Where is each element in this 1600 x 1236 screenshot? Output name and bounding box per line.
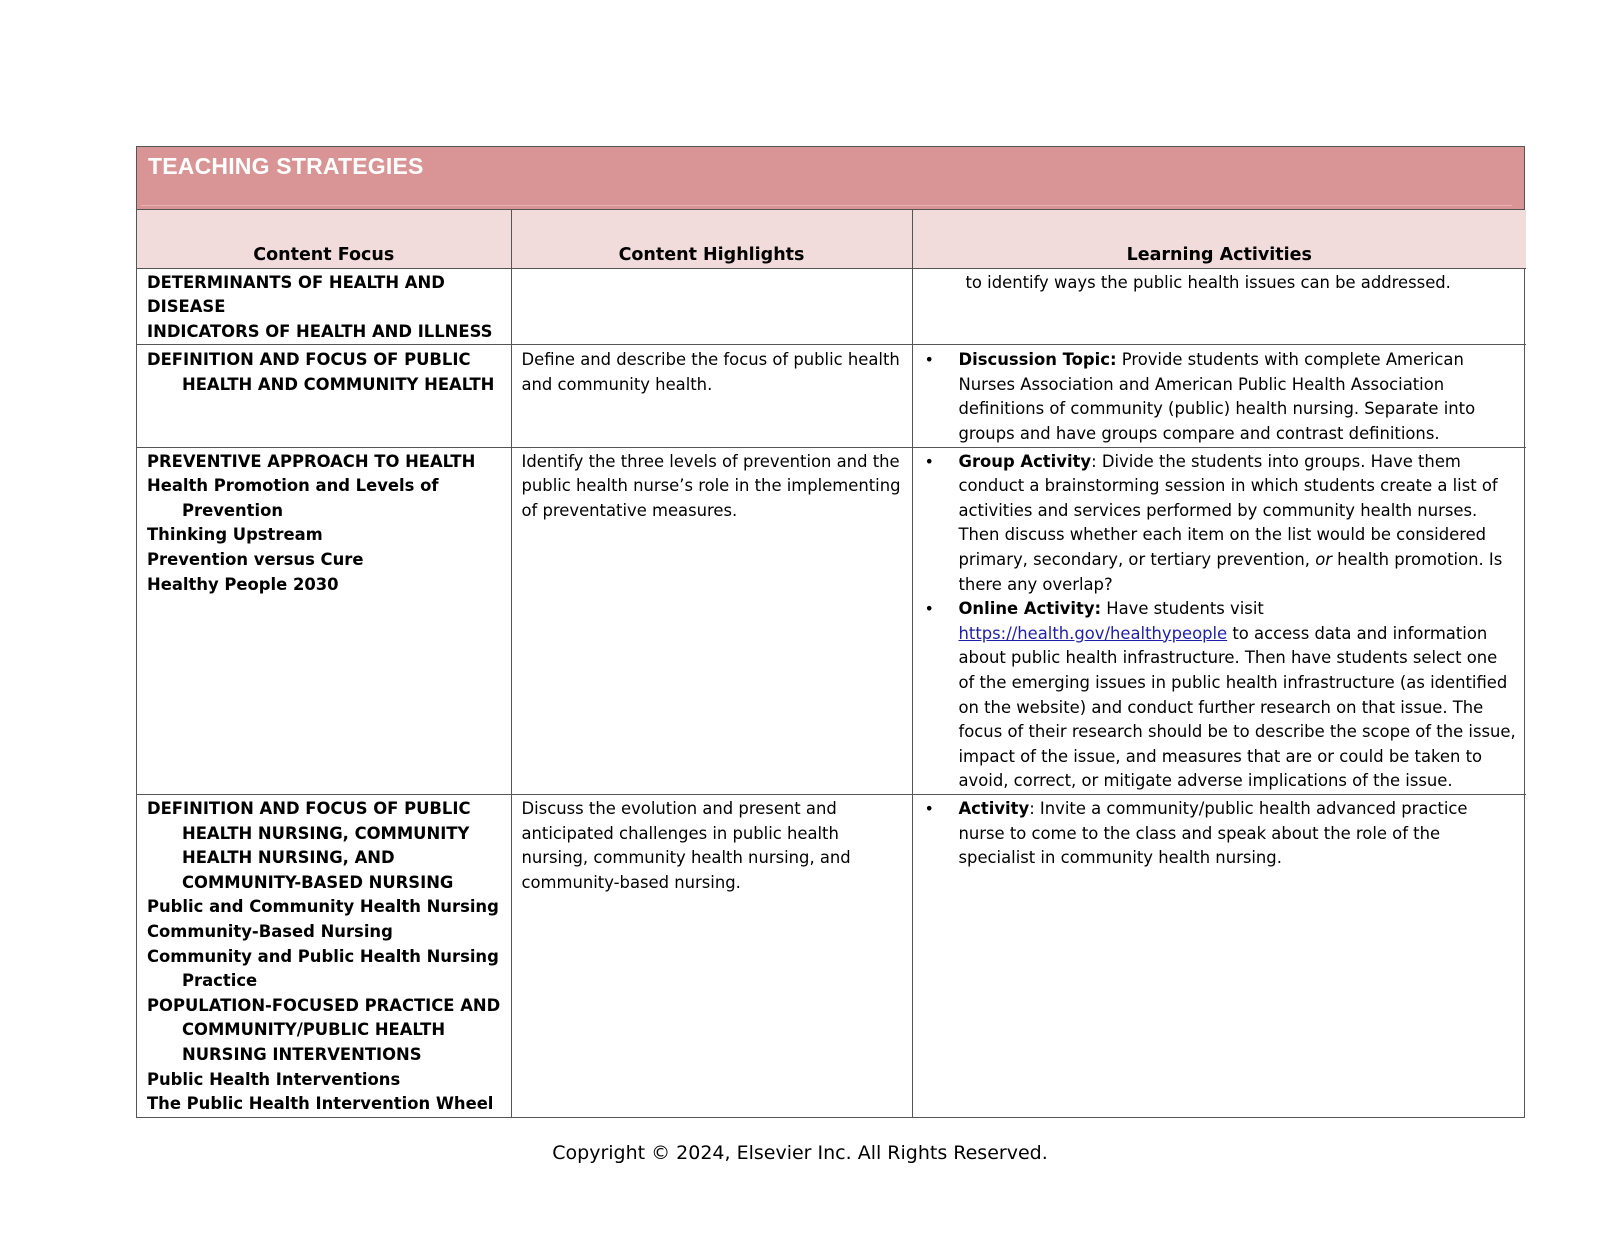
- activity-list: [923, 450, 1517, 794]
- activity-label: Group Activity: [958, 451, 1092, 471]
- focus-line: COMMUNITY/PUBLIC HEALTH: [182, 1020, 446, 1040]
- activity-text: : Invite a community/public health advanced practice nurse to come to the class and speak about the role of the specialist in community health nursing.: [958, 798, 1468, 868]
- content-highlights-cell: Discuss the evolution and present and anticipated challenges in public health nursing, community health nursing, and community-based nursing.: [511, 794, 912, 1116]
- focus-line: DEFINITION AND FOCUS OF PUBLIC: [147, 798, 471, 818]
- column-header-learning-activities: Learning Activities: [912, 210, 1526, 268]
- content-focus-cell: [137, 345, 511, 447]
- learning-activities-cell: [912, 268, 1526, 345]
- focus-line: Practice: [182, 971, 258, 991]
- focus-line: INDICATORS OF HEALTH AND ILLNESS: [147, 321, 493, 341]
- focus-line: DEFINITION AND FOCUS OF PUBLIC: [147, 350, 471, 370]
- focus-line: Prevention versus Cure: [147, 550, 364, 570]
- healthy-people-link[interactable]: https://health.gov/healthypeople: [958, 623, 1228, 643]
- strategies-grid: [137, 210, 1526, 1117]
- banner-divider: [141, 205, 1512, 206]
- activity-list: [923, 348, 1517, 446]
- content-focus-cell: [137, 447, 511, 794]
- table-row: [137, 794, 1526, 1116]
- section-banner: [137, 147, 1524, 210]
- teaching-strategies-table: [136, 146, 1525, 1118]
- focus-line: Public Health Interventions: [147, 1069, 401, 1089]
- content-focus-cell: [137, 268, 511, 345]
- focus-line: DETERMINANTS OF HEALTH AND DISEASE: [147, 272, 445, 317]
- focus-line: HEALTH NURSING, COMMUNITY: [182, 823, 470, 843]
- header-row: [137, 210, 1526, 268]
- focus-line: PREVENTIVE APPROACH TO HEALTH: [147, 451, 476, 471]
- copyright-footer: Copyright © 2024, Elsevier Inc. All Rights Reserved.: [552, 1142, 1048, 1164]
- focus-line: POPULATION-FOCUSED PRACTICE AND: [147, 995, 501, 1015]
- focus-line: COMMUNITY-BASED NURSING: [182, 872, 454, 892]
- list-item: [923, 597, 1517, 794]
- activity-text: Provide students with complete American Nurses Association and American Public Health Association definitions of community (public) health nursing. Separate into groups and have groups compare and contrast definitions.: [958, 350, 1476, 444]
- activity-text: : Divide the students into groups. Have them conduct a brainstorming session in which students create a list of activities and services performed by community health nurses. Then discuss whether each item on the list would be considered primary, secondary, or tertiary prevention,: [958, 451, 1498, 570]
- focus-line: The Public Health Intervention Wheel: [147, 1094, 494, 1114]
- focus-line: Thinking Upstream: [147, 525, 323, 545]
- content-highlights-cell: [511, 268, 912, 345]
- list-item: [923, 797, 1517, 871]
- focus-line: HEALTH NURSING, AND: [182, 848, 395, 868]
- content-highlights-cell: Define and describe the focus of public health and community health.: [511, 345, 912, 447]
- activity-emphasis: or: [1315, 550, 1332, 570]
- focus-line: Community-Based Nursing: [147, 921, 393, 941]
- focus-line: NURSING INTERVENTIONS: [182, 1044, 422, 1064]
- activity-text: health promotion. Is there any overlap?: [958, 550, 1503, 594]
- continued-activity-text: to identify ways the public health issues can be addressed.: [965, 272, 1451, 292]
- activity-text: Have students visit: [1101, 599, 1264, 619]
- activity-list: [923, 797, 1517, 871]
- column-header-content-highlights: Content Highlights: [511, 210, 912, 268]
- activity-label: Activity: [958, 798, 1030, 818]
- table-row: [137, 345, 1526, 447]
- section-title: TEACHING STRATEGIES: [148, 153, 424, 179]
- content-highlights-cell: Identify the three levels of prevention and the public health nurse’s role in the implementing of preventative measures.: [511, 447, 912, 794]
- activity-label: Discussion Topic:: [958, 350, 1117, 370]
- activity-text: to access data and information about public health infrastructure. Then have students select one of the emerging issues in public health infrastructure (as identified on the website) and conduct further research on that issue. The focus of their research should be to describe the scope of the issue, impact of the issue, and measures that are or could be taken to avoid, correct, or mitigate adverse implications of the issue.: [958, 623, 1516, 791]
- table-row: [137, 447, 1526, 794]
- learning-activities-cell: [912, 345, 1526, 447]
- activity-label: Online Activity:: [958, 599, 1102, 619]
- focus-line: Healthy People 2030: [147, 574, 339, 594]
- table-row: [137, 268, 1526, 345]
- content-focus-cell: [137, 794, 511, 1116]
- focus-line: Health Promotion and Levels of: [147, 476, 439, 496]
- list-item: [923, 348, 1517, 446]
- focus-line: Prevention: [182, 500, 284, 520]
- column-header-content-focus: Content Focus: [137, 210, 511, 268]
- focus-line: HEALTH AND COMMUNITY HEALTH: [182, 374, 495, 394]
- learning-activities-cell: [912, 447, 1526, 794]
- list-item: [923, 450, 1517, 598]
- focus-line: Public and Community Health Nursing: [147, 897, 499, 917]
- learning-activities-cell: [912, 794, 1526, 1116]
- focus-line: Community and Public Health Nursing: [147, 946, 499, 966]
